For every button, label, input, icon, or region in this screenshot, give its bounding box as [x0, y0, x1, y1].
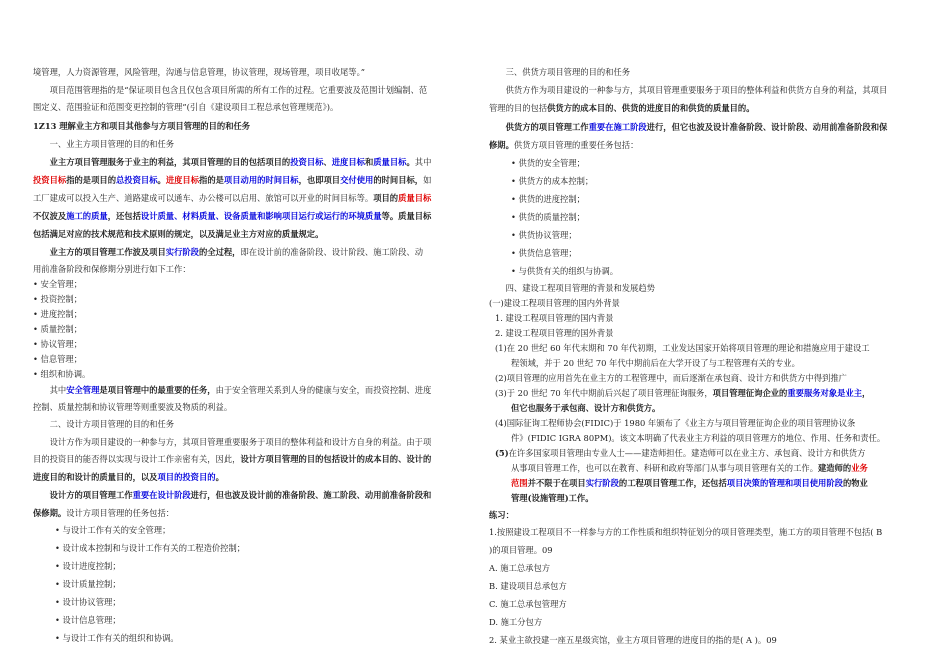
text-line [489, 526, 917, 538]
text-segment: 重要服务对象是业主 [787, 388, 863, 398]
text-segment: 保修期。 [33, 508, 67, 518]
text-line [489, 211, 939, 223]
text-segment: 投资目标 [33, 175, 67, 185]
text-segment: 1. 建设工程项目管理的国内背景 [495, 313, 614, 323]
text-line [33, 632, 485, 644]
text-segment: 建造师的 [818, 463, 852, 473]
text-line [489, 121, 917, 133]
text-line [33, 293, 463, 305]
text-segment: 从事项目管理工作，也可以在教育、科研和政府等部门从事与项目管理有关的工作。 [511, 463, 818, 473]
text-segment: (3)于 20 世纪 70 年代中期前后兴起了项目管理征询服务， [495, 388, 713, 398]
text-segment: 业务 [851, 463, 868, 473]
text-segment: 四、建设工程项目管理的背景和发展趋势 [505, 283, 655, 293]
text-segment: 的物业 [842, 478, 868, 488]
text-segment: • 供货信息管理； [511, 248, 577, 258]
text-line [33, 323, 463, 335]
text-segment: 即在设计前的准备阶段、设计阶段、施工阶段、动 [240, 247, 424, 257]
text-segment: 1.按照建设工程项目不一样参与方的工作性质和组织特征划分的项目管理类型，施工方的项目管理不包括( B [489, 527, 883, 537]
text-segment: • 进度控制； [33, 309, 83, 319]
text-line [489, 616, 917, 628]
text-segment: • 供货的质量控制； [511, 212, 585, 222]
text-line [33, 278, 463, 290]
text-line [33, 66, 463, 78]
text-segment: 项目管理征询企业的 [712, 388, 788, 398]
text-segment: 进度目的和设计的质量目的，以及 [33, 472, 158, 482]
text-segment: 项目的 [373, 193, 399, 203]
text-segment: 如 [423, 175, 432, 185]
text-segment: 、 [323, 157, 332, 167]
text-line [489, 417, 923, 429]
text-segment: 供货方的成本目的、供货的进度目的和供货的质量目的。 [547, 103, 755, 113]
text-line [33, 401, 463, 413]
text-line [33, 614, 485, 626]
text-segment: 项目的投资目的 [157, 472, 216, 482]
text-line [489, 229, 939, 241]
text-line [489, 312, 923, 324]
text-segment: 重要在设计阶段 [132, 490, 191, 500]
text-segment: • 设计协议管理； [55, 597, 121, 607]
text-segment: • 协议管理； [33, 339, 83, 349]
text-segment: 质量目标 [398, 193, 432, 203]
text-line [489, 247, 939, 259]
text-line [33, 489, 463, 501]
text-segment: • 设计质量控制； [55, 579, 121, 589]
text-segment: 不仅波及 [33, 211, 67, 221]
text-segment: A. 施工总承包方 [489, 563, 551, 573]
text-segment: ，还包括 [107, 211, 141, 221]
text-line [489, 562, 917, 574]
text-segment: )的项目管理。09 [489, 545, 553, 555]
text-segment: 的全过程， [198, 247, 241, 257]
text-segment: • 供货方的成本控制； [511, 176, 594, 186]
text-segment: • 信息管理； [33, 354, 83, 364]
text-segment: 1Z13 理解业主方和项目其他参与方项目管理的目的和任务 [33, 121, 251, 131]
text-segment: 练习： [489, 510, 514, 520]
text-line [33, 192, 463, 204]
text-segment: 供货方作为项目建设的一种参与方，其项目管理重要服务于项目的整体利益和供货方自身的利益，其项目 [505, 85, 888, 95]
text-segment: • 与设计工作有关的组织和协调。 [55, 633, 179, 643]
text-segment: ，也即项目 [298, 175, 341, 185]
text-line [489, 102, 917, 114]
text-line [489, 462, 939, 474]
text-line [33, 560, 485, 572]
text-segment: 三、供货方项目管理的目的和任务 [505, 67, 631, 77]
text-segment: 。 [215, 472, 224, 482]
text-segment: 进度目标 [331, 157, 365, 167]
text-segment: • 供货协议管理； [511, 230, 577, 240]
text-segment: 境管理，人力资源管理，风险管理，沟通与信息管理，协议管理，现场管理，项目收尾等。” [33, 67, 365, 77]
text-line [33, 156, 463, 168]
text-segment: 2. 某业主欲投建一座五星级宾馆，业主方项目管理的进度目的指的是( A )。09 [489, 635, 777, 645]
text-line [33, 228, 463, 240]
text-line [489, 492, 939, 504]
text-segment: 由于安全管理关系到人身的健康与安全，而投资控制、进度 [215, 385, 432, 395]
text-segment: 重要在施工阶段 [588, 122, 647, 132]
text-segment: C. 施工总承包管理方 [489, 599, 567, 609]
text-segment: (2)项目管理的应用首先在业主方的工程管理中，而后逐渐在承包商、设计方和供货方中得到推广 [495, 373, 847, 383]
text-segment: 设计方项目管理的目的包括设计的成本目的、设计的 [240, 454, 432, 464]
text-line [33, 263, 463, 275]
text-segment: 2. 建设工程项目管理的国外背景 [495, 328, 614, 338]
text-segment: 一、业主方项目管理的目的和任务 [49, 139, 175, 149]
text-segment: 设计质量、材料质量、设备质量和影响项目运行或运行的环境质量 [140, 211, 382, 221]
text-line [33, 338, 463, 350]
text-segment: 管理的目的包括 [489, 103, 548, 113]
text-line [33, 368, 463, 380]
text-segment: • 质量控制； [33, 324, 83, 334]
text-segment: D. 施工分包方 [489, 617, 543, 627]
text-line [489, 175, 939, 187]
text-line [489, 509, 917, 521]
text-line [33, 246, 463, 258]
text-segment: 投资目标 [290, 157, 324, 167]
text-segment: (5) [495, 448, 509, 458]
text-segment: 用前准备阶段和保修期分别进行如下工作： [33, 264, 191, 274]
text-segment: 质量目标 [373, 157, 407, 167]
text-segment: 管理(设施管理)工作。 [511, 493, 594, 503]
text-line [489, 544, 917, 556]
text-line [489, 372, 923, 384]
text-line [489, 357, 939, 369]
text-segment: • 供货的安全管理； [511, 158, 585, 168]
text-segment: 件》(FIDIC IGRA 80PM)。该文本明确了代表业主方利益的项目管理方的地位、作用、任务和责任。 [511, 433, 886, 443]
text-line [489, 66, 917, 78]
text-segment: 进行，但也波及设计前的准备阶段、施工阶段、动用前准备阶段和 [190, 490, 432, 500]
text-line [33, 174, 463, 186]
text-segment: 项目动用的时间目标 [223, 175, 299, 185]
text-segment: 指的是 [199, 175, 224, 185]
text-line [33, 596, 485, 608]
text-segment: 其中 [414, 157, 432, 167]
text-line [489, 157, 939, 169]
text-segment: 的工程项目管理工作，还包括 [618, 478, 727, 488]
text-line [33, 308, 463, 320]
text-segment: 设计方作为项目建设的一种参与方，其项目管理重要服务于项目的整体利益和设计方自身的利益。由于项 [49, 437, 432, 447]
text-segment: • 组织和协调。 [33, 369, 91, 379]
text-segment: 程领域，并于 20 世纪 70 年代中期前后在大学开设了与工程管理有关的专业。 [511, 358, 800, 368]
text-line [33, 471, 463, 483]
text-segment: 二、设计方项目管理的目的和任务 [49, 419, 175, 429]
text-segment: 设计方的项目管理工作 [49, 490, 133, 500]
text-line [489, 634, 917, 646]
text-line [33, 453, 463, 465]
text-line [489, 477, 939, 489]
text-segment: • 设计进度控制； [55, 561, 121, 571]
text-segment: 供货方项目管理的重要任务包括： [513, 140, 639, 150]
text-line [33, 436, 463, 448]
text-line [33, 524, 485, 536]
text-segment: 目的投资目的能否得以实现与设计工作亲密有关，因此， [33, 454, 241, 464]
text-line [489, 193, 939, 205]
text-segment: (1)在 20 世纪 60 年代末期和 70 年代初期，工业发达国家开始将项目管理的理论和措施应用于建设工 [495, 343, 870, 353]
text-segment: 实行阶段 [585, 478, 619, 488]
text-line [489, 327, 923, 339]
text-line [489, 282, 917, 294]
text-segment: 业主方的项目管理工作波及项目 [49, 247, 166, 257]
text-segment: 总投资目标 [116, 175, 158, 185]
text-segment: 等。质量目标 [381, 211, 432, 221]
text-segment: • 设计信息管理； [55, 615, 121, 625]
text-segment: 围定义、范围验证和范围变更控制的管理”(引自《建设项目工程总承包管理规范》)。 [33, 102, 339, 112]
text-segment: 包括满足对应的技术规范和技术原则的规定，以及满足业主方对应的质量规定。 [33, 229, 324, 239]
text-segment: 实行阶段 [165, 247, 199, 257]
text-line [33, 101, 463, 113]
text-segment: 交付使用 [340, 175, 374, 185]
text-segment: 并不限于在项目 [527, 478, 586, 488]
text-segment: 施工的质量 [66, 211, 108, 221]
text-line [489, 447, 923, 459]
text-line [489, 342, 923, 354]
text-line [33, 84, 463, 96]
text-segment: 其中 [49, 385, 67, 395]
text-line [33, 507, 463, 519]
text-line [489, 139, 917, 151]
text-segment: • 与设计工作有关的安全管理； [55, 525, 171, 535]
text-segment: 但它也服务于承包商、设计方和供货方。 [511, 403, 661, 413]
text-segment: 安全管理 [66, 385, 100, 395]
text-segment: 。 [157, 175, 166, 185]
text-segment: 项目决策的管理和项目使用阶段 [726, 478, 843, 488]
text-line [33, 578, 485, 590]
text-segment: 是项目管理中的最重要的任务， [99, 385, 216, 395]
text-segment: 。 [406, 157, 415, 167]
text-line [489, 84, 917, 96]
text-segment: 指的是项目的 [66, 175, 116, 185]
text-segment: 设计方项目管理的任务包括： [66, 508, 175, 518]
text-line [489, 598, 917, 610]
text-segment: 控制、质量控制和协议管理等则重要波及物质的利益。 [33, 402, 233, 412]
text-segment: 进度目标 [165, 175, 200, 185]
text-line [489, 265, 939, 277]
text-line [33, 542, 485, 554]
text-line [489, 387, 923, 399]
text-line [489, 580, 917, 592]
text-segment: 业主方项目管理服务于业主的利益，其项目管理的目的包括项目的 [49, 157, 291, 167]
text-line [33, 384, 463, 396]
text-line [489, 297, 917, 309]
text-segment: 和 [364, 157, 374, 167]
text-segment: • 设计成本控制和与设计工作有关的工程造价控制； [55, 543, 246, 553]
text-segment: ， [862, 388, 871, 398]
text-line [33, 353, 463, 365]
text-line [33, 138, 463, 150]
text-segment: 的时间目标， [373, 175, 424, 185]
text-line [33, 120, 463, 132]
text-line [489, 402, 939, 414]
text-segment: 进行，但它也波及设计准备阶段、设计阶段、动用前准备阶段和保 [646, 122, 888, 132]
text-line [33, 210, 463, 222]
text-segment: 修期。 [489, 140, 514, 150]
text-segment: • 与供货有关的组织与协调。 [511, 266, 619, 276]
text-segment: 工厂建成可以投入生产、道路建成可以通车、办公楼可以启用、旅馆可以开业的时间目标等。 [33, 193, 374, 203]
text-segment: (一)建设工程项目管理的国内外背景 [489, 298, 620, 308]
text-segment: • 投资控制； [33, 294, 83, 304]
text-segment: B. 建设项目总承包方 [489, 581, 567, 591]
text-segment: 供货方的项目管理工作 [505, 122, 589, 132]
text-segment: • 供货的进度控制； [511, 194, 585, 204]
text-line [33, 418, 463, 430]
text-segment: 项目范围管理指的是“保证项目包含且仅包含项目所需的所有工作的过程。它重要波及范围计划编制、范 [49, 85, 428, 95]
text-segment: (4)国际征询工程师协会(FIDIC)于 1980 年颁布了《业主方与项目管理征询企业的项目管理协议条 [495, 418, 856, 428]
text-segment: 在许多国家项目管理由专业人士——建造师担任。建造师可以在业主方、承包商、设计方和供货方 [508, 448, 866, 458]
text-segment: • 安全管理； [33, 279, 83, 289]
text-line [489, 432, 939, 444]
text-segment: 范围 [511, 478, 528, 488]
